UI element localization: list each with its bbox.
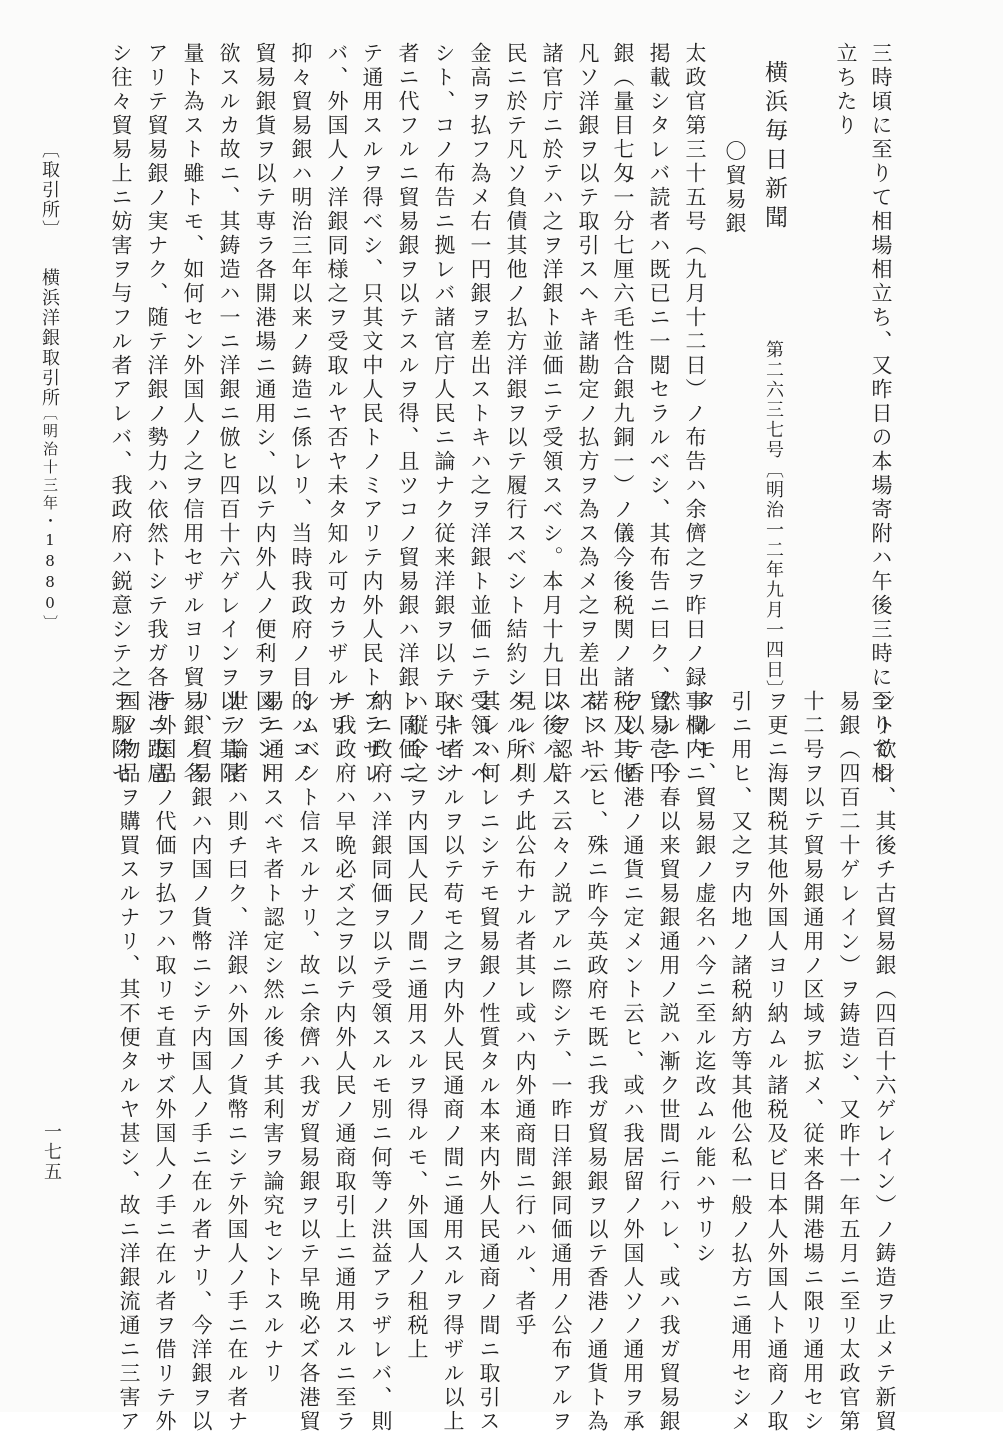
article-title: 〇貿易銀: [723, 140, 747, 236]
body-line: 量ト為スト雖トモ、如何セン外国人ノ之ヲ信用セザルヨリ貿易銀ノ名: [181, 42, 205, 786]
page-number: 一七五: [41, 1122, 62, 1182]
intro-line-2: 立ちたり: [834, 42, 858, 138]
body-line: 易銀（四百二十ゲレイン）ヲ鋳造シ、又昨十一年五月ニ至リ太政官第: [837, 690, 861, 1434]
issue-number: 第二六三七号: [763, 340, 784, 460]
source-name: 横浜洋銀取引所: [39, 268, 60, 408]
body-line: 銀（量目七匁一分七厘六毛性合銀九銅一）ノ儀今後税関ノ諸税及其他: [611, 42, 635, 786]
body-line: ント欲シ、其後チ古貿易銀（四百十六ゲレイン）ノ鋳造ヲ止メテ新貿: [873, 690, 897, 1434]
newspaper-title: 横浜毎日新聞: [761, 60, 787, 234]
body-line: 引ニ用ヒ、又之ヲ内地ノ諸税納方等其他公私一般ノ払方ニ通用セシメ: [729, 690, 753, 1434]
body-line: ヲ以テ香港ノ通貨ニ定メント云ヒ、或ハ我居留ノ外国人ソノ通用ヲ承: [621, 690, 645, 1434]
body-line: ハ縦令之ヲ内国人民ノ間ニ通用スルヲ得ルモ、外国人ノ租税上: [405, 690, 429, 1362]
body-line: 抑々貿易銀ハ明治三年以来ノ鋳造ニ係レリ、当時我政府ノ目的ハコノ: [289, 42, 313, 786]
body-line: バ、外国人ノ洋銀同様之ヲ受取ルヤ否ヤ未タ知ル可カラザルナリ: [325, 42, 349, 738]
body-line: 諾スト云ヒ、殊ニ昨今英政府モ既ニ我ガ貿易銀ヲ以テ香港ノ通貨ト為: [585, 690, 609, 1434]
body-line: シ往々貿易上ニ妨害ヲ与フル者アレバ、我政府ハ鋭意シテ之ヲ駆除セ: [109, 42, 133, 786]
body-line: ヲ更ニ海関税其他外国人ヨリ納ムル諸税及ビ日本人外国人ト通商ノ取: [765, 690, 789, 1434]
body-line: 然ルニ今春以来貿易銀通用ノ説ハ漸ク世間ニ行ハレ、或ハ我ガ貿易銀: [657, 690, 681, 1434]
body-line: シト、コノ布告ニ拠レバ諸官庁人民ニ論ナク従来洋銀ヲ以テ取引セシ: [432, 42, 456, 786]
body-line: 十二号ヲ以テ貿易銀通用ノ区域ヲ拡メ、従来各開港場ニ限リ通用セシ: [801, 690, 825, 1434]
body-line: 掲載シタレバ読者ハ既已ニ一閲セラルベシ、其布告ニ曰ク、貿易壱円: [647, 42, 671, 786]
body-line: 国ノ物品ヲ購買スルナリ、其不便タルヤ甚シ、故ニ洋銀流通ニ三害ア: [117, 690, 141, 1434]
body-line: ベキ者ナルヲ以テ苟モ之ヲ内外人民通商ノ間ニ通用スルヲ得ザル以上: [441, 690, 465, 1434]
intro-line-1: 三時頃に至りて相場相立ち、又昨日の本場寄附ハ午後三時に至りて相: [869, 42, 893, 786]
body-line: 者ニ代フルニ貿易銀ヲ以テスルヲ得、且ツコノ貿易銀ハ洋銀ト同価ニ: [396, 42, 420, 786]
body-line: 金高ヲ払フ為メ右一円銀ヲ差出ストキハ之ヲ洋銀ト並価ニテ受領スベ: [468, 42, 492, 786]
body-line: シムベシト信スルナリ、故ニ余儕ハ我ガ貿易銀ヲ以テ早晩必ズ各港貿: [297, 690, 321, 1434]
body-line: チ我政府ハ早晩必ズ之ヲ以テ内外人民ノ通商取引上ニ通用スルニ至ラ: [333, 690, 357, 1434]
body-line: 凡ソ洋銀ヲ以テ取引スヘキ諸勘定ノ払方ヲ為ス為メ之ヲ差出ストキハ: [576, 42, 600, 786]
body-line: スヲ認許ス云々ノ説アルニ際シテ、一昨日洋銀同価通用ノ公布アルヲ: [549, 690, 573, 1434]
issue-date: 〔明治一二年九月一四日〕: [763, 460, 784, 700]
body-line: 諸官庁ニ於テハ之ヲ洋銀ト並価ニテ受領スベシ。本月十九日以後ハ人: [540, 42, 564, 786]
body-line: 貿易銀貨ヲ以テ専ラ各開港場ニ通用シ、以テ内外人ノ便利ヲ図ラント: [253, 42, 277, 786]
body-line: 太政官第三十五号（九月十二日）ノ布告ハ余儕之ヲ昨日ノ録事欄内ニ: [683, 42, 707, 786]
source-year: 〔明治十三年・1880〕: [41, 405, 59, 633]
body-line: リ、貿易銀ハ内国ノ貨幣ニシテ内国人ノ手ニ在ル者ナリ、今洋銀ヲ以: [189, 690, 213, 1434]
body-line: テ通用スルヲ得ベシ、只其文中人民トノミアリテ内外人民トアラザレ: [360, 42, 384, 786]
body-line: アリテ貿易銀ノ実ナク、随テ洋銀ノ勢力ハ依然トシテ我ガ各港ニ跋扈: [145, 42, 169, 786]
body-line: 其レハ何レニシテモ貿易銀ノ性質タル本来内外人民通商ノ間ニ取引ス: [477, 690, 501, 1434]
body-line: 見レバ則チ此公布ナル者其レ或ハ内外通商間ニ行ハル、者乎: [513, 690, 537, 1338]
body-line: 納ニ政府ハ洋銀同価ヲ以テ受領スルモ別ニ何等ノ洪益アラザレバ、則: [369, 690, 393, 1434]
section-tag: 〔取引所〕: [39, 140, 60, 240]
body-line: タルモ、貿易銀ノ虚名ハ今ニ至ル迄改ムル能ハサリシ: [693, 690, 717, 1266]
body-line: 世ノ論者ハ則チ曰ク、洋銀ハ外国ノ貨幣ニシテ外国人ノ手ニ在ル者ナ: [225, 690, 249, 1434]
body-line: 民ニ於テ凡ソ負債其他ノ払方洋銀ヲ以テ履行スベシト結約シタル所ノ: [504, 42, 528, 786]
body-line: 易ニ通用スベキ者ト認定シ然ル後チ其利害ヲ論究セントスルナリ: [261, 690, 285, 1386]
body-line: テ外国品ノ代価ヲ払フハ取リモ直サズ外国人ノ手ニ在ル者ヲ借リテ外: [153, 690, 177, 1434]
body-line: 欲スルカ故ニ、其鋳造ハ一ニ洋銀ニ倣ヒ四百十六ゲレインヲ以テ其限: [217, 42, 241, 786]
